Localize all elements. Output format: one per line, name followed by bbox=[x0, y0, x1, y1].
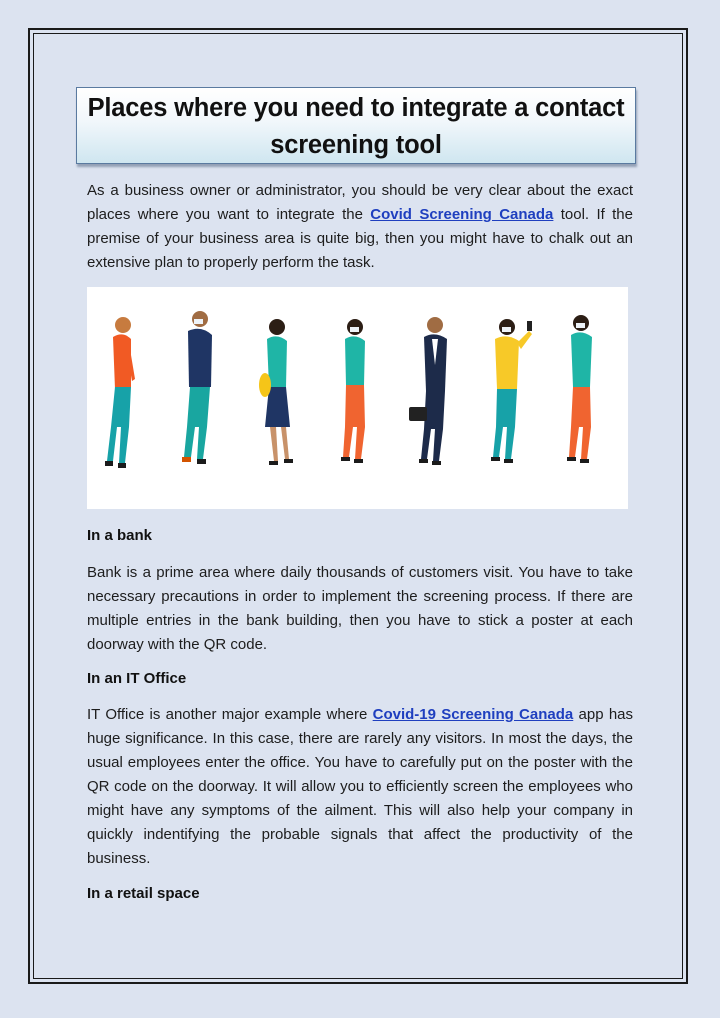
person-7-figure bbox=[567, 315, 592, 463]
section-heading-it-office: In an IT Office bbox=[87, 670, 187, 687]
title-box bbox=[76, 87, 636, 164]
covid-screening-canada-link[interactable]: Covid Screening Canada bbox=[370, 206, 554, 223]
section-heading-bank: In a bank bbox=[87, 527, 153, 544]
section-body-bank: Bank is a prime area where daily thousands of customers visit. You have to take necessary precautions in order to implement the screening process. If there are multiple entries in the bank building, then you have to stick a poster at each doorway with the QR code. bbox=[87, 564, 633, 653]
section-body-it-office bbox=[87, 703, 633, 871]
person-2-figure bbox=[182, 311, 212, 464]
people-walking-with-masks-icon bbox=[87, 287, 628, 509]
it-office-text-after: app has huge significance. In this case, there are rarely any visitors. In most the days, the usual employees enter the office. You have to carefully put on the poster with the QR code on the doorway. It will allow you to efficiently screen the employees who might have any symptoms of the ailment. This will also help your company in quickly indentifying the probable signals that affect the productivity of the business. bbox=[87, 706, 634, 867]
intro-text-before: As a business owner or administrator, you should be very clear about the exact places where you want to integrate the bbox=[87, 182, 633, 223]
intro-paragraph bbox=[87, 179, 633, 275]
section-heading-retail-space: In a retail space bbox=[87, 885, 200, 902]
it-office-text-before: IT Office is another major example where bbox=[87, 706, 373, 723]
person-4-figure bbox=[341, 319, 365, 463]
people-walking-illustration bbox=[87, 287, 628, 509]
intro-text-after: tool. If the premise of your business area is quite big, then you might have to chalk out an extensive plan to properly perform the task. bbox=[87, 206, 633, 271]
person-6-figure bbox=[491, 319, 532, 463]
covid-19-screening-canada-link[interactable]: Covid-19 Screening Canada bbox=[372, 706, 574, 723]
person-5-figure bbox=[409, 317, 447, 465]
person-3-figure bbox=[259, 319, 293, 465]
person-1-figure bbox=[105, 317, 135, 468]
page-title: Places where you need to integrate a contact screening tool bbox=[87, 94, 625, 159]
